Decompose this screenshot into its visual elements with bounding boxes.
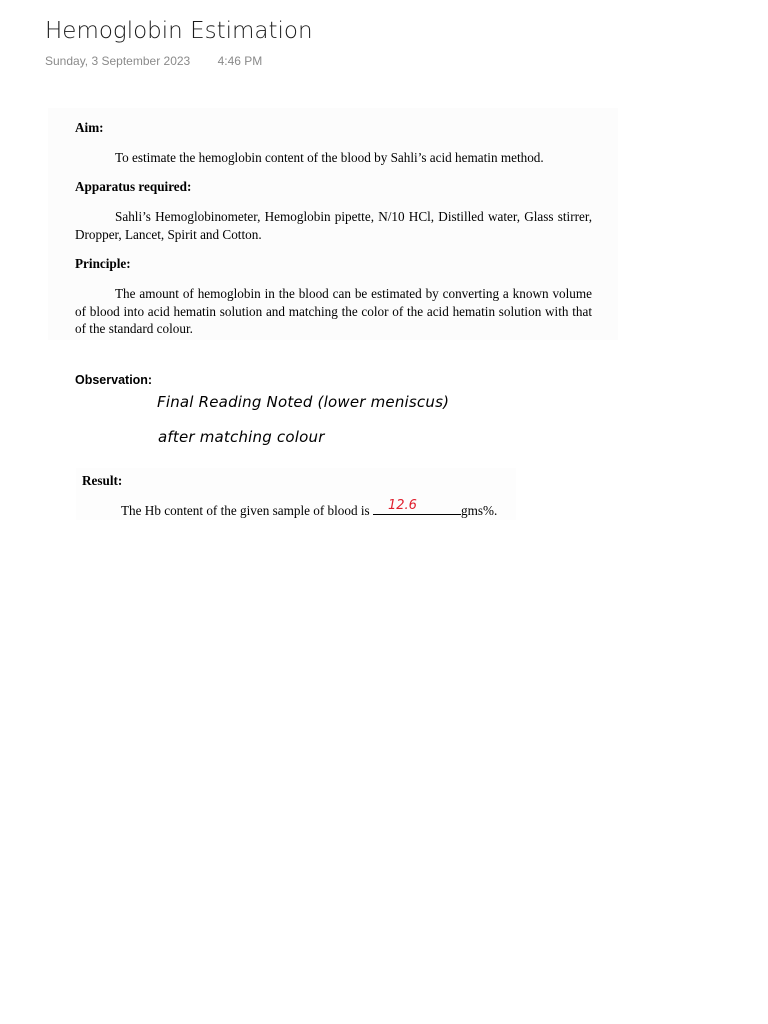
result-blank-line (373, 502, 461, 515)
aim-heading: Aim: (75, 120, 104, 135)
principle-heading: Principle: (75, 256, 131, 271)
apparatus-heading: Apparatus required: (75, 179, 192, 194)
aim-text: To estimate the hemoglobin content of the blood by Sahli’s acid hematin method. (115, 150, 544, 165)
apparatus-text: Sahli’s Hemoglobinometer, Hemoglobin pipette, N/10 HCl, Distilled water, Glass stirrer, Dropper, Lancet, Spirit and Cotton. (75, 209, 592, 242)
handwritten-note-line-1: Final Reading Noted (lower meniscus) (157, 393, 450, 411)
page-date: Sunday, 3 September 2023 (45, 54, 191, 68)
principle-text: The amount of hemoglobin in the blood can be estimated by converting a known volume of blood into acid hematin solution and matching the color of the acid hematin solution with that of the standard colour. (75, 286, 592, 336)
result-text-after: gms%. (460, 503, 498, 518)
page-meta (45, 54, 262, 68)
handwritten-hb-value: 12.6 (388, 498, 417, 513)
result-heading: Result: (82, 473, 123, 488)
page-time: 4:46 PM (217, 54, 263, 68)
handwritten-note-line-2: after matching colour (158, 428, 325, 446)
observation-heading: Observation: (75, 373, 153, 387)
result-sentence (121, 502, 497, 519)
page-title: Hemoglobin Estimation (45, 18, 313, 44)
result-text-before: The Hb content of the given sample of blood is (121, 503, 373, 518)
